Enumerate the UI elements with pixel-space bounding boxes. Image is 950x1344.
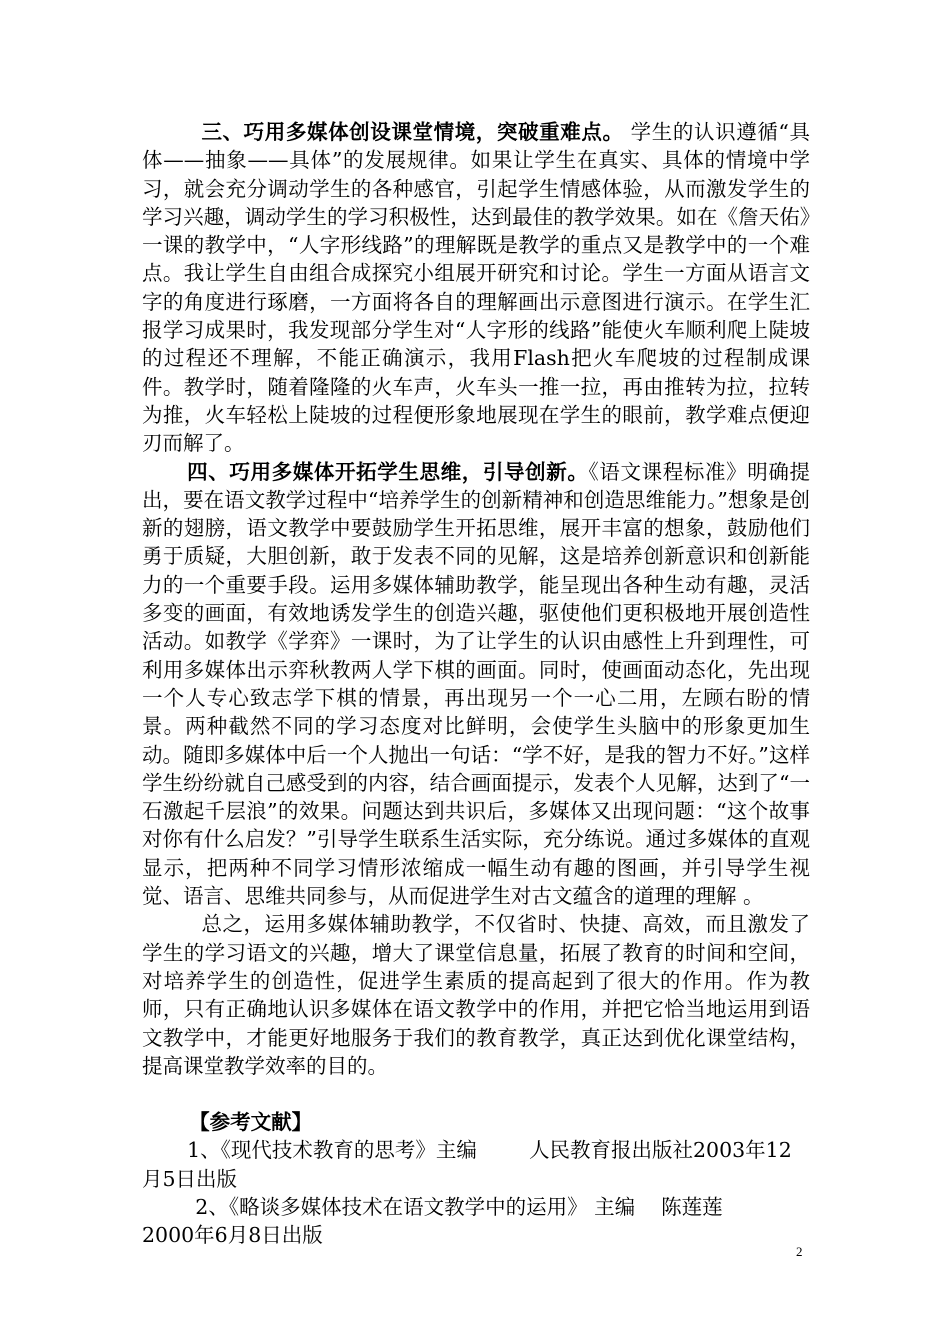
paragraph-four <box>142 458 810 911</box>
page-number: 2 <box>796 1244 803 1259</box>
section-heading-three: 三、巧用多媒体创设课堂情境，突破重难点。 <box>201 120 624 144</box>
document-body <box>142 118 810 1250</box>
paragraph-four-body: 《语文课程标准》明确提出，要在语文教学过程中“培养学生的创新精神和创造思维能力。”想象是创新的翅膀，语文教学中要鼓励学生开拓思维，展开丰富的想象，鼓励他们勇于质疑，大胆创新，敢于发表不同的见解，这是培养创新意识和创新能力的一个重要手段。运用多媒体辅助教学，能呈现出各种生动有趣，灵活多变的画面，有效地诱发学生的创造兴趣，驱使他们更积极地开展创造性活动。如教学《学弈》一课时，为了让学生的认识由感性上升到理性，可利用多媒体出示弈秋教两人学下棋的画面。同时，使画面动态化，先出现一个人专心致志学下棋的情景，再出现另一个一心二用，左顾右盼的情景。两种截然不同的学习态度对比鲜明，会使学生头脑中的形象更加生动。随即多媒体中后一个人抛出一句话：“学不好，是我的智力不好。”这样学生纷纷就自己感受到的内容，结合画面提示，发表个人见解，达到了“一石激起千层浪”的效果。问题达到共识后，多媒体又出现问题：“这个故事对你有什么启发？”引导学生联系生活实际，充分练说。通过多媒体的直观显示，把两种不同学习情形浓缩成一幅生动有趣的图画，并引导学生视觉、语言、思维共同参与，从而促进学生对古文蕴含的道理的理解 。 <box>142 459 811 909</box>
references-title: 【参考文献】 <box>189 1110 313 1135</box>
references-section <box>142 1108 810 1249</box>
paragraph-three-body: 学生的认识遵循“具体——抽象——具体”的发展规律。如果让学生在真实、具体的情境中学习，就会充分调动学生的各种感官，引起学生情感体验，从而激发学生的学习兴趣，调动学生的学习积极性，达到最佳的教学效果。如在《詹天佑》一课的教学中，“人字形线路”的理解既是教学的重点又是教学中的一个难点。我让学生自由组合成探究小组展开研究和讨论。学生一方面从语言文字的角度进行琢磨，一方面将各自的理解画出示意图进行演示。在学生汇报学习成果时，我发现部分学生对“人字形的线路”能使火车顺利爬上陡坡的过程还不理解，不能正确演示，我用Flash把火车爬坡的过程制成课件。教学时，随着隆隆的火车声，火车头一推一拉，再由推转为拉，拉转为推，火车轻松上陡坡的过程便形象地展现在学生的眼前，教学难点便迎刃而解了。 <box>142 120 811 456</box>
paragraph-three <box>142 118 810 458</box>
reference-item-2: 2、《略谈多媒体技术在语文教学中的运用》 主编 陈莲莲 2000年6月8日出版 <box>142 1194 769 1248</box>
section-heading-four: 四、巧用多媒体开拓学生思维，引导创新。 <box>187 459 589 484</box>
paragraph-conclusion-body: 总之，运用多媒体辅助教学，不仅省时、快捷、高效，而且激发了学生的学习语文的兴趣，增大了课堂信息量，拓展了教育的时间和空间，对培养学生的创造性，促进学生素质的提高起到了很大的作用。作为教师，只有正确地认识多媒体在语文教学中的作用，并把它恰当地运用到语文教学中，才能更好地服务于我们的教育教学，真正达到优化课堂结构，提高课堂教学效率的目的。 <box>142 912 810 1078</box>
paragraph-conclusion <box>142 910 810 1080</box>
reference-item-1: 1、《现代技术教育的思考》主编 人民教育报出版社2003年12月5日出版 <box>142 1138 792 1191</box>
